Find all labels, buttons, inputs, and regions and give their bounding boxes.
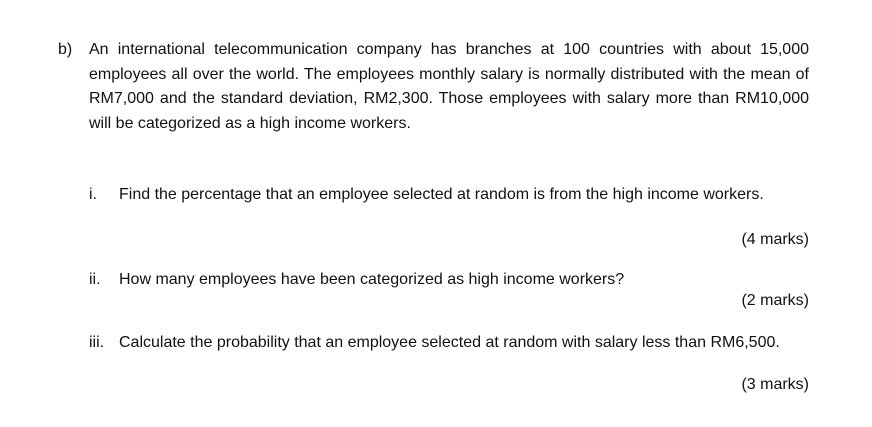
subquestion-iii [89,332,809,353]
marks-label: (4 marks) [741,231,809,248]
subquestion-text: How many employees have been categorized as high income workers? [119,271,625,288]
subquestion-text: Calculate the probability that an employee selected at random with salary less than RM6,500. [119,334,780,351]
subquestion-number: ii. [89,271,101,288]
subquestion-number: i. [89,186,97,203]
subquestion-text: Find the percentage that an employee selected at random is from the high income workers. [119,186,764,203]
question-body: An international telecommunication company has branches at 100 countries with about 15,000 employees all over the world. The employees monthly salary is normally distributed with the mean of RM7,000 and the standard deviation, RM2,300. Those employees with salary more than RM10,000 will be categorized as a high income workers. [89,41,809,132]
subquestion-i [89,184,809,205]
subquestion-ii [89,269,809,290]
question-label: b) [58,41,73,58]
subquestion-number: iii. [89,334,105,351]
marks-label: (3 marks) [741,376,809,393]
marks-label: (2 marks) [741,292,809,309]
